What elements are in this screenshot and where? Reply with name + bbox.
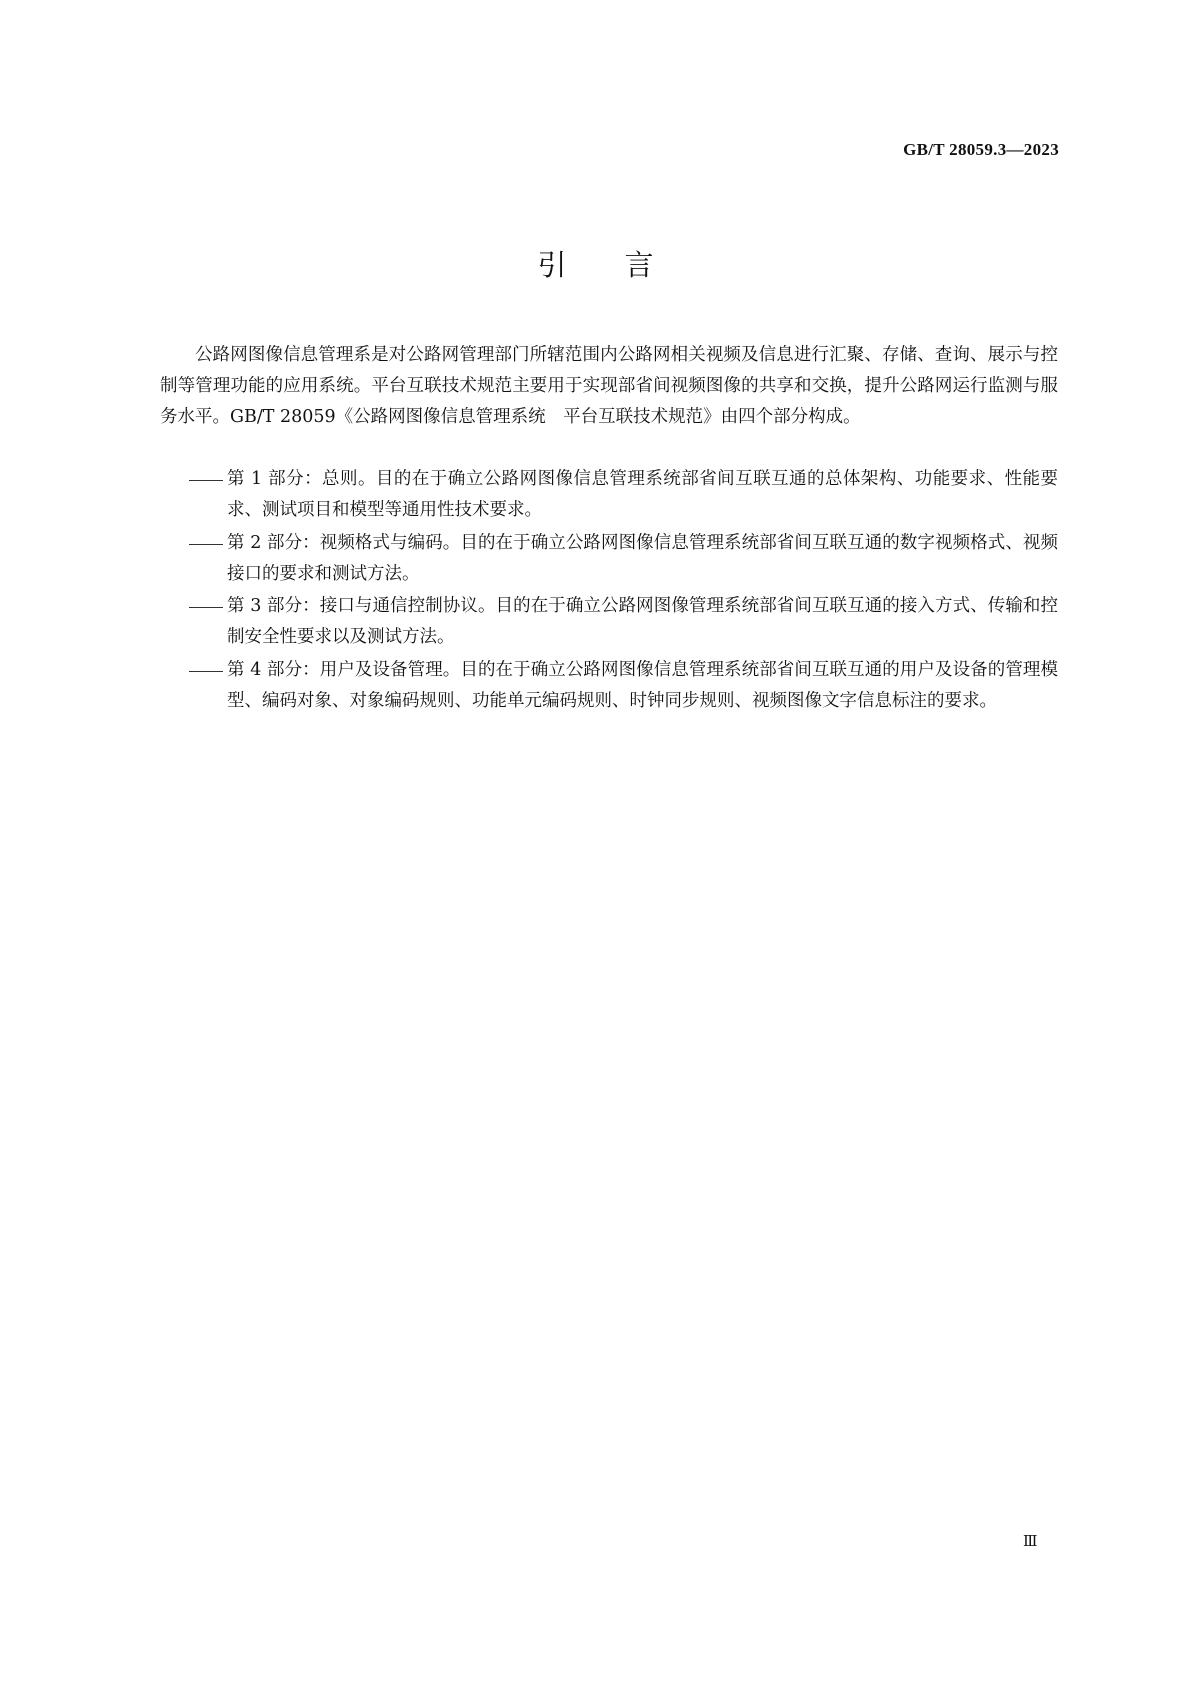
list-item-part-2 [187, 528, 1058, 590]
page-title: 引言 [537, 248, 712, 282]
dash-marker [187, 655, 227, 686]
part-3-text: 第 3 部分：接口与通信控制协议。目的在于确立公路网图像管理系统部省间互联互通的接入方式、传输和控制安全性要求以及测试方法。 [227, 596, 1058, 647]
list-item-part-1 [187, 464, 1058, 526]
dash-marker [187, 528, 227, 559]
parts-list [187, 464, 1058, 718]
intro-paragraph: 公路网图像信息管理系是对公路网管理部门所辖范围内公路网相关视频及信息进行汇聚、存储、查询、展示与控制等管理功能的应用系统。平台互联技术规范主要用于实现部省间视频图像的共享和交换，提升公路网运行监测与服务水平。GB/T 28059《公路网图像信息管理系统 平台互联技术规范》由四个部分构成。 [160, 345, 1058, 427]
part-1-text: 第 1 部分：总则。目的在于确立公路网图像信息管理系统部省间互联互通的总体架构、功能要求、性能要求、测试项目和模型等通用性技术要求。 [227, 469, 1058, 520]
dash-marker [187, 591, 227, 622]
part-2-text: 第 2 部分：视频格式与编码。目的在于确立公路网图像信息管理系统部省间互联互通的数字视频格式、视频接口的要求和测试方法。 [227, 532, 1058, 584]
dash-marker [187, 464, 227, 495]
list-item-part-3 [187, 591, 1058, 653]
list-item-part-4 [187, 655, 1058, 717]
standard-number: GB/T 28059.3—2023 [903, 140, 1059, 159]
page-number: Ⅲ [1023, 1534, 1037, 1550]
part-4-text: 第 4 部分：用户及设备管理。目的在于确立公路网图像信息管理系统部省间互联互通的用户及设备的管理模型、编码对象、对象编码规则、功能单元编码规则、时钟同步规则、视频图像文字信息标注的要求。 [227, 659, 1058, 711]
